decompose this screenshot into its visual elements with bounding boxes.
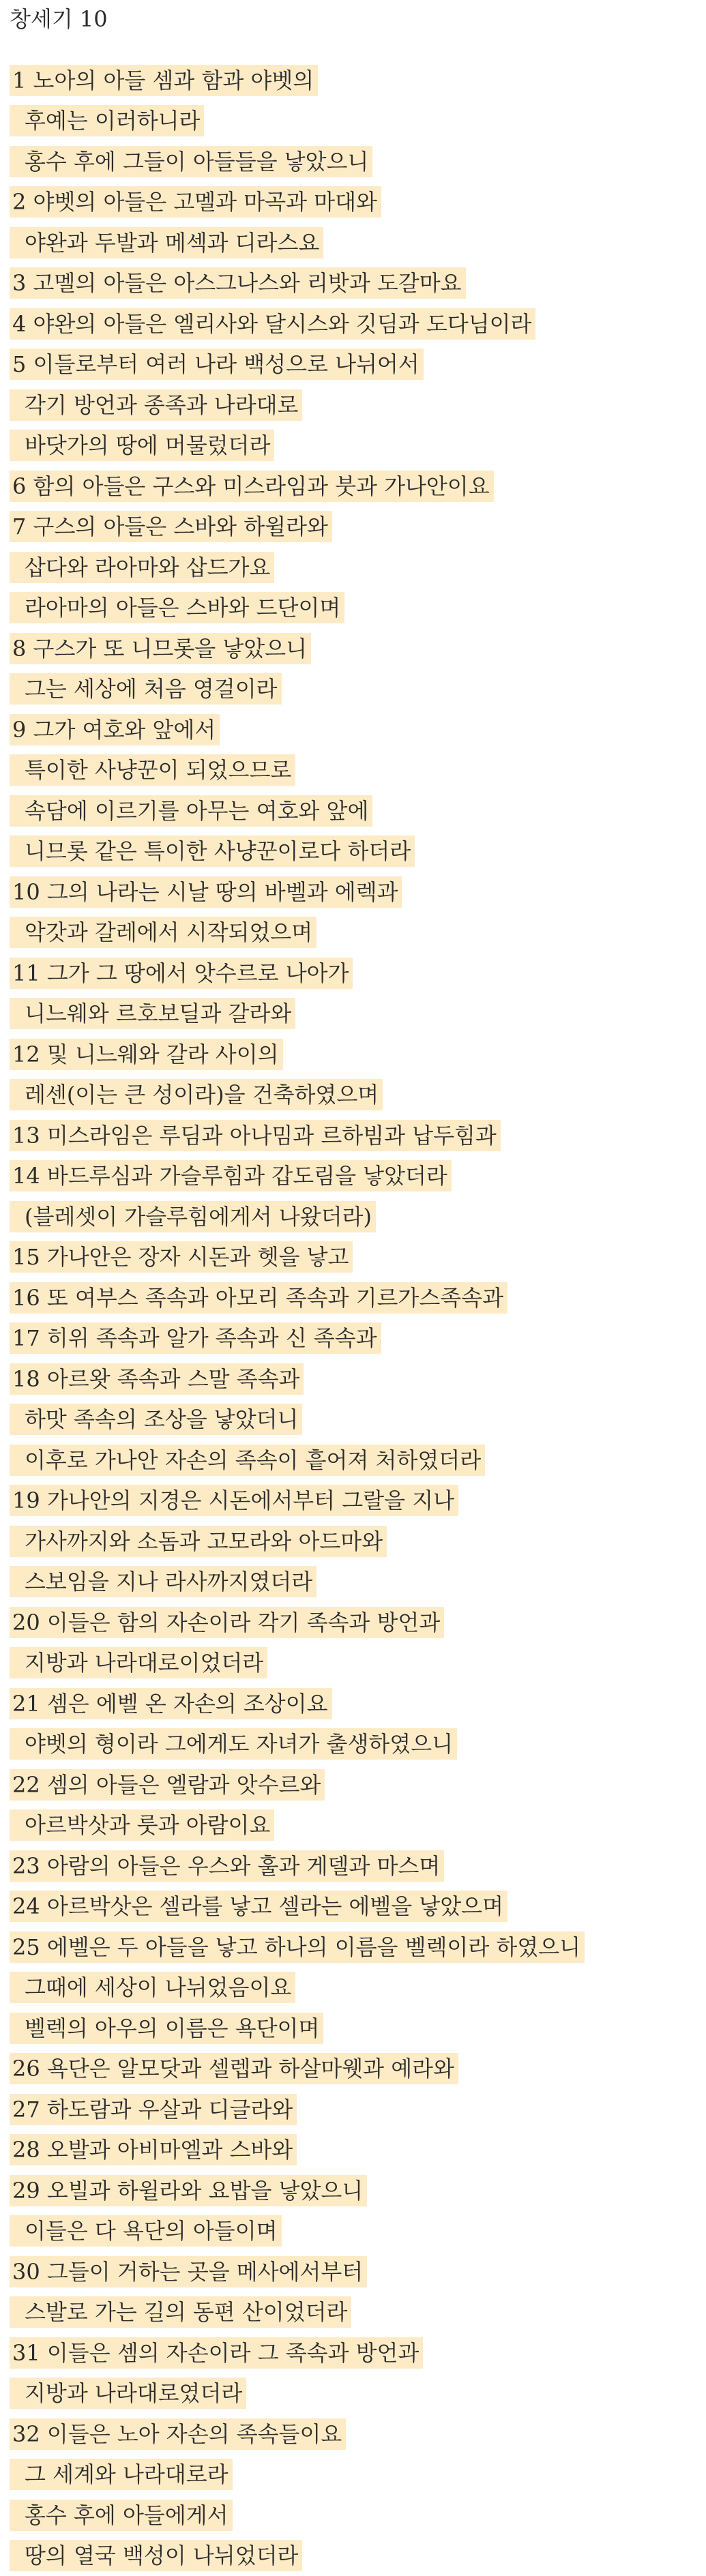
verse-line xyxy=(10,953,706,994)
verse-line xyxy=(10,790,706,831)
verse-continuation-text: 그때에 세상이 나뉘었음이요 xyxy=(10,1972,295,2003)
verse-line xyxy=(10,1318,706,1359)
verse-continuation-text: 속담에 이르기를 아무는 여호와 앞에 xyxy=(10,795,372,827)
verse-line xyxy=(10,994,706,1035)
verse-line xyxy=(10,2455,706,2496)
verse-line xyxy=(10,1277,706,1318)
verse-line xyxy=(10,2008,706,2049)
verse-continuation-text: 스보임을 지나 라사까지였더라 xyxy=(10,1566,317,1597)
verse-line xyxy=(10,2251,706,2292)
verse-line xyxy=(10,304,706,344)
verse-text: 2 야벳의 아들은 고멜과 마곡과 마대와 xyxy=(10,186,381,218)
verse-continuation-text: 후예는 이러하니라 xyxy=(10,105,204,136)
verse-line xyxy=(10,1115,706,1156)
verse-text: 12 및 니느웨와 갈라 사이의 xyxy=(10,1039,283,1070)
verse-line xyxy=(10,1968,706,2009)
verse-continuation-text: 니므롯 같은 특이한 사냥꾼이로다 하더라 xyxy=(10,835,415,867)
verse-continuation-text: 스발로 가는 길의 동편 산이었더라 xyxy=(10,2296,351,2328)
verse-continuation-text: 삽다와 라아마와 삽드가요 xyxy=(10,552,274,583)
verse-text: 18 아르왓 족속과 스말 족속과 xyxy=(10,1363,304,1395)
verse-line xyxy=(10,1602,706,1643)
verse-line xyxy=(10,1237,706,1278)
verse-text: 1 노아의 아들 셈과 함과 야벳의 xyxy=(10,65,318,96)
verse-continuation-text: 니느웨와 르호보딜과 갈라와 xyxy=(10,998,295,1029)
verse-continuation-text: 그는 세상에 처음 영걸이라 xyxy=(10,673,282,705)
verse-text: 15 가나안은 장자 시돈과 헷을 낳고 xyxy=(10,1241,353,1273)
verse-line xyxy=(10,1927,706,1968)
verse-text: 7 구스의 아들은 스바와 하윌라와 xyxy=(10,511,332,542)
verse-text: 14 바드루심과 가슬루힘과 갑도림을 낳았더라 xyxy=(10,1160,452,1191)
verse-line xyxy=(10,2333,706,2373)
verse-text: 17 히위 족속과 알가 족속과 신 족속과 xyxy=(10,1322,381,1354)
verse-text: 9 그가 여호와 앞에서 xyxy=(10,714,220,745)
verse-text: 5 이들로부터 여러 나라 백성으로 나뉘어서 xyxy=(10,349,424,380)
verse-line xyxy=(10,750,706,791)
verse-text: 25 에벨은 두 아들을 낳고 하나의 이름을 벨렉이라 하였으니 xyxy=(10,1931,585,1963)
verse-line xyxy=(10,1724,706,1765)
verse-continuation-text: 지방과 나라대로였더라 xyxy=(10,2378,246,2409)
verse-text: 20 이들은 함의 자손이라 각기 족속과 방언과 xyxy=(10,1607,444,1638)
verse-line xyxy=(10,1034,706,1075)
verse-continuation-text: 홍수 후에 아들에게서 xyxy=(10,2500,233,2531)
verse-line xyxy=(10,60,706,101)
verse-line xyxy=(10,709,706,750)
verse-line xyxy=(10,1359,706,1400)
verse-text: 8 구스가 또 니므롯을 낳았으니 xyxy=(10,633,311,664)
verse-line xyxy=(10,1562,706,1603)
verse-line xyxy=(10,2373,706,2414)
verse-continuation-text: 가사까지와 소돔과 고모라와 아드마와 xyxy=(10,1526,387,1557)
verse-line xyxy=(10,222,706,263)
verse-text: 29 오빌과 하윌라와 요밥을 낳았으니 xyxy=(10,2175,367,2206)
verse-line xyxy=(10,1846,706,1886)
verse-line xyxy=(10,141,706,182)
verse-text: 31 이들은 셈의 자손이라 그 족속과 방언과 xyxy=(10,2337,423,2369)
verse-continuation-text: 홍수 후에 그들이 아들들을 낳았으니 xyxy=(10,146,372,177)
verse-line xyxy=(10,263,706,304)
verse-line xyxy=(10,385,706,426)
verse-continuation-text: 특이한 사냥꾼이 되었으므로 xyxy=(10,754,295,786)
page-title: 창세기 10 xyxy=(10,5,706,33)
verse-line xyxy=(10,2292,706,2333)
verse-text: 21 셈은 에벨 온 자손의 조상이요 xyxy=(10,1688,332,1719)
verse-line xyxy=(10,547,706,588)
verse-continuation-text: 악갓과 갈레에서 시작되었으며 xyxy=(10,917,317,948)
verse-continuation-text: 벨렉의 아우의 이름은 욕단이며 xyxy=(10,2013,323,2044)
verse-text: 4 야완의 아들은 엘리사와 달시스와 깃딤과 도다님이라 xyxy=(10,308,535,340)
verse-continuation-text: 라아마의 아들은 스바와 드단이며 xyxy=(10,592,344,623)
verse-text: 28 오발과 아비마엘과 스바와 xyxy=(10,2134,297,2165)
verse-line xyxy=(10,588,706,629)
verse-text: 10 그의 나라는 시날 땅의 바벨과 에렉과 xyxy=(10,876,402,908)
verse-continuation-text: 땅의 열국 백성이 나뉘었더라 xyxy=(10,2540,302,2571)
verse-line xyxy=(10,101,706,142)
verse-text: 19 가나안의 지경은 시돈에서부터 그랄을 지나 xyxy=(10,1485,458,1516)
verse-line xyxy=(10,913,706,953)
verse-line xyxy=(10,872,706,913)
verse-continuation-text: 야벳의 형이라 그에게도 자녀가 출생하였으니 xyxy=(10,1728,457,1760)
verse-continuation-text: 바닷가의 땅에 머물렀더라 xyxy=(10,430,274,461)
verse-text: 13 미스라임은 루딤과 아나밈과 르하빔과 납두힘과 xyxy=(10,1120,501,1151)
verse-continuation-text: 하맛 족속의 조상을 낳았더니 xyxy=(10,1404,302,1435)
verse-text: 23 아람의 아들은 우스와 훌과 게델과 마스며 xyxy=(10,1850,444,1882)
verse-line xyxy=(10,2211,706,2252)
verse-continuation-text: 그 세계와 나라대로라 xyxy=(10,2459,233,2490)
verse-continuation-text: 레센(이는 큰 성이라)을 건축하였으며 xyxy=(10,1079,383,1110)
verse-line xyxy=(10,1521,706,1562)
verse-line xyxy=(10,1440,706,1481)
verse-line xyxy=(10,1805,706,1846)
verse-line xyxy=(10,1075,706,1116)
verse-line xyxy=(10,426,706,467)
verse-line xyxy=(10,2049,706,2090)
verse-line xyxy=(10,2414,706,2455)
verse-line xyxy=(10,1764,706,1805)
verse-line xyxy=(10,2495,706,2536)
verse-text: 32 이들은 노아 자손의 족속들이요 xyxy=(10,2418,346,2450)
verse-continuation-text: 지방과 나라대로이었더라 xyxy=(10,1647,267,1678)
verse-continuation-text: 아르박삿과 룻과 아람이요 xyxy=(10,1809,274,1841)
verse-line xyxy=(10,1156,706,1197)
verse-line xyxy=(10,1196,706,1237)
verse-line xyxy=(10,1643,706,1684)
verse-line xyxy=(10,344,706,385)
verse-line xyxy=(10,182,706,223)
verse-line xyxy=(10,2130,706,2171)
verse-line xyxy=(10,507,706,548)
verse-text: 16 또 여부스 족속과 아모리 족속과 기르가스족속과 xyxy=(10,1282,508,1314)
verse-continuation-text: 각기 방언과 종족과 나라대로 xyxy=(10,389,302,421)
verse-text: 24 아르박삿은 셀라를 낳고 셀라는 에벨을 낳았으며 xyxy=(10,1891,508,1922)
verse-list xyxy=(10,60,706,2576)
verse-line xyxy=(10,1683,706,1724)
verse-continuation-text: 야완과 두발과 메섹과 디라스요 xyxy=(10,227,323,258)
verse-continuation-text: 이들은 다 욕단의 아들이며 xyxy=(10,2215,282,2247)
verse-continuation-text: 이후로 가나안 자손의 족속이 흩어져 처하였더라 xyxy=(10,1445,485,1476)
verse-line xyxy=(10,1400,706,1440)
verse-text: 6 함의 아들은 구스와 미스라임과 붓과 가나안이요 xyxy=(10,471,494,502)
verse-text: 3 고멜의 아들은 아스그나스와 리밧과 도갈마요 xyxy=(10,267,466,299)
verse-text: 22 셈의 아들은 엘람과 앗수르와 xyxy=(10,1769,325,1801)
verse-line xyxy=(10,466,706,507)
verse-line xyxy=(10,2089,706,2130)
verse-line xyxy=(10,1886,706,1927)
verse-line xyxy=(10,628,706,669)
verse-line xyxy=(10,2170,706,2211)
verse-line xyxy=(10,2536,706,2576)
verse-line xyxy=(10,1481,706,1522)
verse-continuation-text: (블레셋이 가슬루힘에게서 나왔더라) xyxy=(10,1201,376,1232)
verse-text: 11 그가 그 땅에서 앗수르로 나아가 xyxy=(10,958,353,989)
verse-text: 30 그들이 거하는 곳을 메사에서부터 xyxy=(10,2256,367,2288)
title-spacer xyxy=(10,33,706,60)
verse-line xyxy=(10,669,706,710)
verse-line xyxy=(10,831,706,872)
verse-text: 26 욕단은 알모닷과 셀렙과 하살마웻과 예라와 xyxy=(10,2053,458,2084)
verse-text: 27 하도람과 우살과 디글라와 xyxy=(10,2094,297,2125)
